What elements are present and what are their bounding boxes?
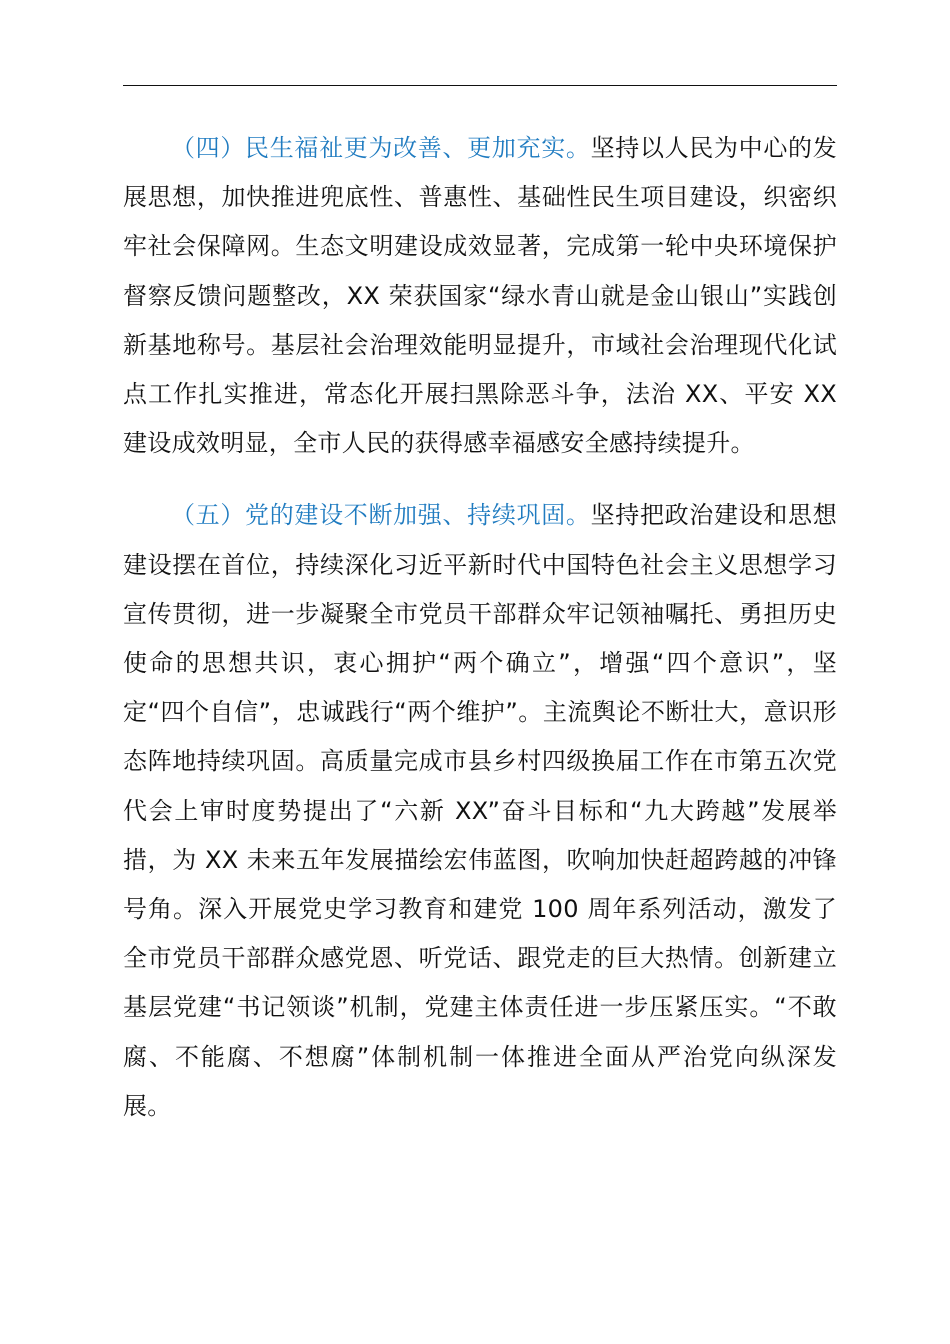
paragraph-text: 坚持以人民为中心的发展思想，加快推进兜底性、普惠性、基础性民生项目建设，织密织牢社会保障网。生态文明建设成效显著，完成第一轮中央环境保护督察反馈问题整改，XX 荣获国家“绿水青山就是金山银山”实践创新基地称号。基层社会治理效能明显提升，市域社会治理现代化试点工作扎实推进，常态化开展扫黑除恶斗争，法治 XX、平安 XX 建设成效明显，全市人民的获得感幸福感安全感持续提升。: [123, 134, 838, 458]
document-body: [123, 124, 837, 1131]
paragraph-heading: （四）民生福祉更为改善、更加充实。: [171, 134, 591, 162]
paragraph-text: 坚持把政治建设和思想建设摆在首位，持续深化习近平新时代中国特色社会主义思想学习宣传贯彻，进一步凝聚全市党员干部群众牢记领袖嘱托、勇担历史使命的思想共识，衷心拥护“两个确立”，增强“四个意识”，坚定“四个自信”，忠诚践行“两个维护”。主流舆论不断壮大，意识形态阵地持续巩固。高质量完成市县乡村四级换届工作在市第五次党代会上审时度势提出了“六新 XX”奋斗目标和“九大跨越”发展举措，为 XX 未来五年发展描绘宏伟蓝图，吹响加快赶超跨越的冲锋号角。深入开展党史学习教育和建党 100 周年系列活动，激发了全市党员干部群众感党恩、听党话、跟党走的巨大热情。创新建立基层党建“书记领谈”机制，党建主体责任进一步压紧压实。“不敢腐、不能腐、不想腐”体制机制一体推进全面从严治党向纵深发展。: [123, 501, 838, 1120]
paragraph-party-building: [123, 491, 837, 1131]
paragraph-livelihood: [123, 124, 837, 468]
header-rule: [123, 85, 837, 86]
paragraph-heading: （五）党的建设不断加强、持续巩固。: [171, 501, 591, 530]
